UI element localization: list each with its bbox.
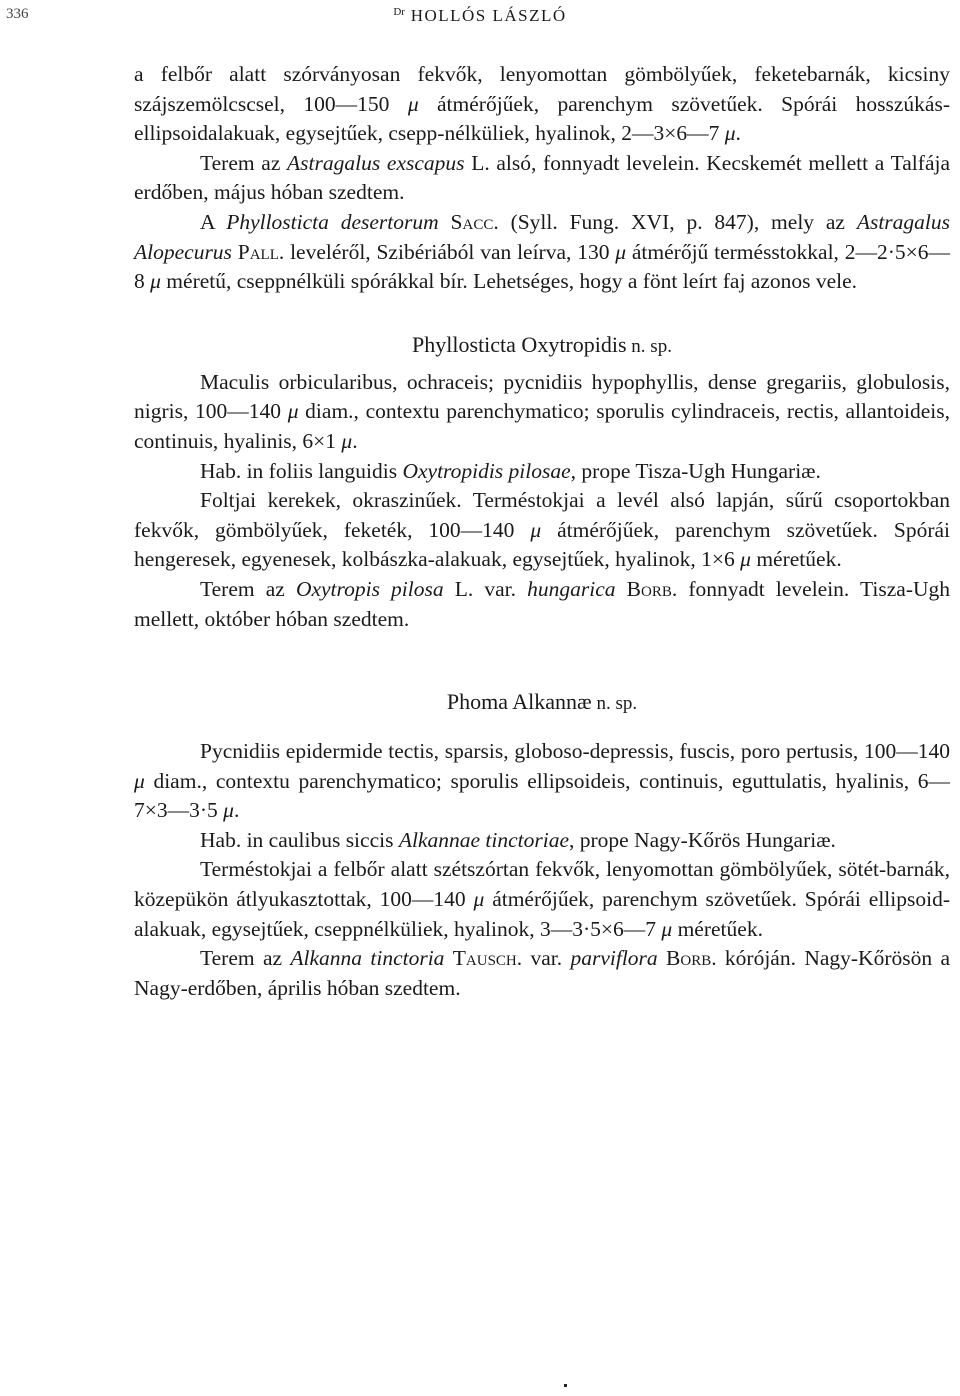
- paragraph-10: Terméstokjai a felbőr alatt szétszórtan fekvők, lenyomottan gömbölyűek, sötét-barnák, közepükön átlyukasztottak, 100—140 μ átmérőjűek, parenchym szövetűek. Spórái ellipsoid-alakuak, egysejtűek, cseppnélküliek, hyalinok, 3—3·5×6—7 μ méretűek.: [134, 857, 950, 941]
- section-heading-phyllosticta: Phyllosticta Oxytropidis n. sp.: [412, 331, 672, 357]
- page-header: [0, 6, 960, 30]
- species-name: Astragalus exscapus: [287, 150, 465, 175]
- author-name: HOLLÓS LÁSZLÓ: [410, 6, 567, 25]
- page-body: [134, 60, 950, 1003]
- species-name: Phyllosticta desertorum: [226, 209, 439, 234]
- author-abbreviation: Borb.: [666, 946, 717, 971]
- variety-name: parviflora: [570, 946, 658, 971]
- author-abbreviation: Borb.: [626, 576, 678, 601]
- running-head: [0, 6, 960, 26]
- variety-name: hungarica: [527, 576, 616, 601]
- species-name: Oxytropis pilosa: [295, 576, 444, 601]
- paragraph-8: Pycnidiis epidermide tectis, sparsis, globoso-depressis, fuscis, poro pertusis, 100—140 μ diam., contextu parenchymatico; sporulis ellipsoideis, continuis, eguttulatis, hyalinis, 6—7×3—3·5 μ.: [134, 739, 950, 823]
- author-abbreviation: Tausch.: [452, 946, 523, 971]
- author-prefix: Dr: [393, 6, 405, 18]
- section-heading-phoma: Phoma Alkannæ n. sp.: [446, 689, 638, 715]
- paragraph-9: Hab. in caulibus siccis Alkannae tinctoriae, prope Nagy-Kőrös Hungariæ.: [200, 827, 836, 852]
- paragraph-5: Hab. in foliis languidis Oxytropidis pilosae, prope Tisza-Ugh Hungariæ.: [200, 458, 821, 483]
- author-abbreviation: Pall.: [237, 239, 285, 264]
- paragraph-6: Foltjai kerekek, okraszinűek. Terméstokjai a levél alsó lapján, sűrű csoportokban fekvők, gömbölyűek, feketék, 100—140 μ átmérőjűek, parenchym szövetűek. Spórái hengeresek, egyenesek, kolbászka-alakuak, egysejtűek, hyalinok, 1×6 μ méretűek.: [134, 488, 951, 572]
- paragraph-11: Terem az Alkanna tinctoria Tausch. var. parviflora Borb. kóróján. Nagy-Kőrösön a Nagy-erdőben, április hóban szedtem.: [134, 946, 950, 1000]
- author-abbreviation: Sacc.: [450, 209, 499, 234]
- paragraph-3: A Phyllosticta desertorum Sacc. (Syll. Fung. XVI, p. 847), mely az Astragalus Alopecurus Pall. leveléről, Szibériából van leírva, 130 μ átmérőjű termésstokkal, 2—2·5×6—8 μ méretű, cseppnélküli spórákkal bír. Lehetséges, hogy a fönt leírt faj azonos vele.: [134, 209, 951, 294]
- footer-mark: [564, 1384, 567, 1387]
- paragraph-2: Terem az Astragalus exscapus L. alsó, fonnyadt levelein. Kecskemét mellett a Talfája erdőben, május hóban szedtem.: [134, 150, 951, 205]
- species-name: Oxytropidis pilosae: [402, 458, 571, 483]
- species-name: Astragalus Alopecurus: [134, 209, 951, 264]
- paragraph-1: a felbőr alatt szórványosan fekvők, lenyomottan gömbölyűek, feketebarnák, kicsiny szájszemölcscsel, 100—150 μ átmérőjűek, parenchym szövetűek. Spórái hosszúkás-ellipsoidalakuak, egysejtűek, csepp-nélküliek, hyalinok, 2—3×6—7 μ.: [134, 62, 950, 146]
- species-name: Alkanna tinctoria: [290, 946, 445, 971]
- species-name: Alkannae tinctoriae: [398, 827, 570, 852]
- page-number: 336: [6, 6, 29, 22]
- paragraph-4: Maculis orbicularibus, ochraceis; pycnidiis hypophyllis, dense gregariis, globulosis, nigris, 100—140 μ diam., contextu parenchymatico; sporulis cylindraceis, rectis, allantoideis, continuis, hyalinis, 6×1 μ.: [134, 369, 950, 453]
- paragraph-7: Terem az Oxytropis pilosa L. var. hungarica Borb. fonnyadt levelein. Tisza-Ugh mellett, október hóban szedtem.: [134, 576, 951, 631]
